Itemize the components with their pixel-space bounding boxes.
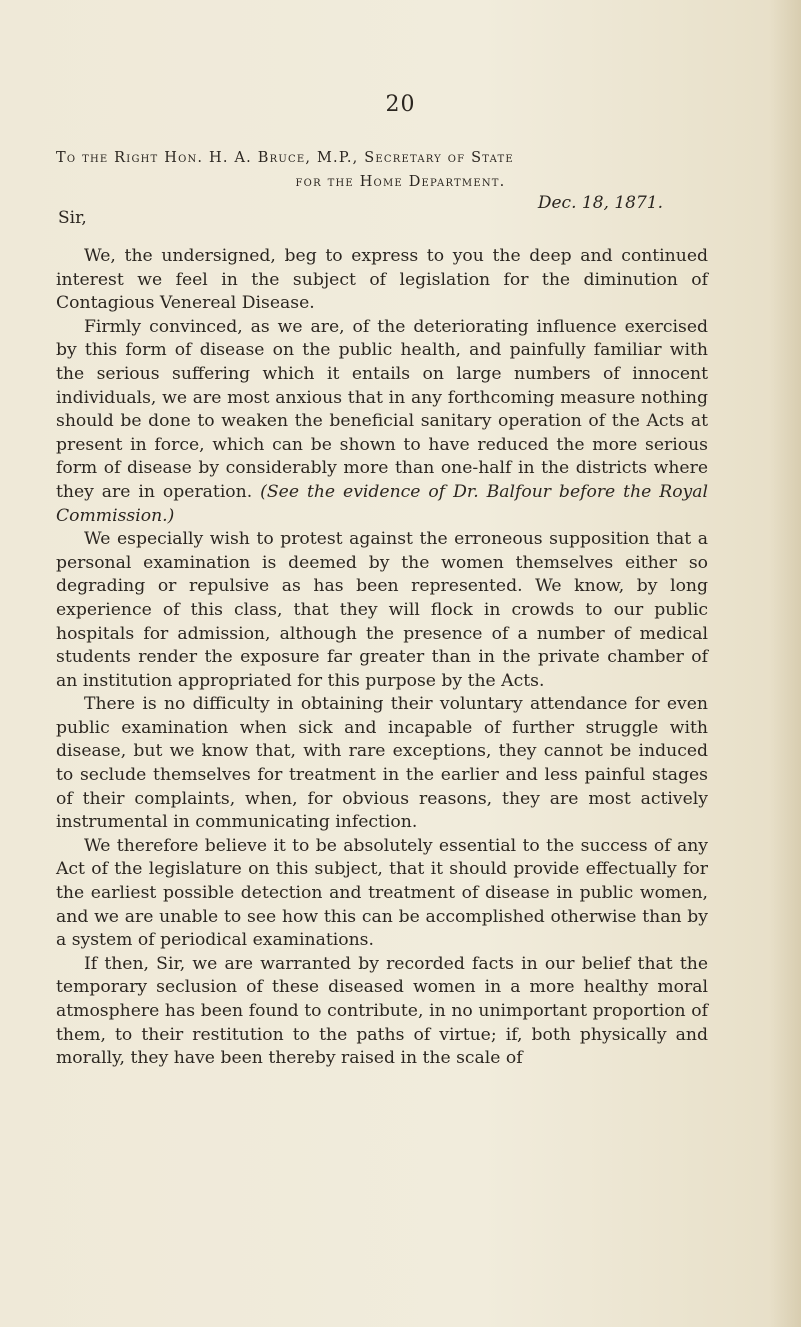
paragraph-5: We therefore believe it to be absolutely essential to the success of any Act of the legislature on this subject, that it should provide effectually for the earliest possible detection and treatment of disease in public women, and we are unable to see how this can be accomplished otherwise than by a system of periodical examinations. xyxy=(56,835,708,951)
paragraph-1: We, the undersigned, beg to express to you the deep and continued interest we feel in the subject of legislation for the diminution of Contagious Venereal Disease. xyxy=(56,246,708,314)
heading-line-1: To the Right Hon. H. A. Bruce, M.P., Secretary of State xyxy=(56,150,514,166)
paragraph-2: Firmly convinced, as we are, of the deteriorating influence exercised by this form of disease on the public health, and painfully familiar with the serious suffering which it entails on large numbers of innocent individuals, we are most anxious that in any forthcoming measure nothing should be done to weaken the beneficial sanitary operation of the Acts at present in force, which can be shown to have reduced the more serious form of disease by considerably more than one-half in the districts where they are in operation. (See the evidence of Dr. Balfour before the Royal Commission.) xyxy=(56,316,709,526)
letter-date: Dec. 18, 1871. xyxy=(537,193,663,213)
paragraph-6: If then, Sir, we are warranted by recorded facts in our belief that the temporary seclusion of these diseased women in a more healthy moral atmosphere has been found to contribute, in no unimportant proportion of them, to their restitution to the paths of virtue; if, both physically and morally, they have been thereby raised in the scale of xyxy=(56,953,708,1069)
salutation: Sir, xyxy=(58,208,87,228)
paragraph-4: There is no difficulty in obtaining their voluntary attendance for even public examination when sick and incapable of further struggle with disease, but we know that, with rare exceptions, they cannot be induced to seclude themselves for treatment in the earlier and less painful stages of their complaints, when, for obvious reasons, they are most actively instrumental in communicating infection. xyxy=(56,694,708,833)
page-number: 20 xyxy=(385,92,416,117)
letter-heading xyxy=(56,146,745,194)
letter-body xyxy=(56,245,708,1071)
paragraph-3: We especially wish to protest against the erroneous supposition that a personal examination is deemed by the women themselves either so degrading or repulsive as has been represented. We know, by long experience of this class, that they will flock in crowds to our public hospitals for admission, although the presence of a number of medical students render the exposure far greater than in the private chamber of an institution appropriated for this purpose by the Acts. xyxy=(56,529,708,691)
heading-line-2: for the Home Department. xyxy=(295,174,506,190)
citation: (See the evidence of Dr. Balfour before the Royal Commission.) xyxy=(56,481,709,526)
